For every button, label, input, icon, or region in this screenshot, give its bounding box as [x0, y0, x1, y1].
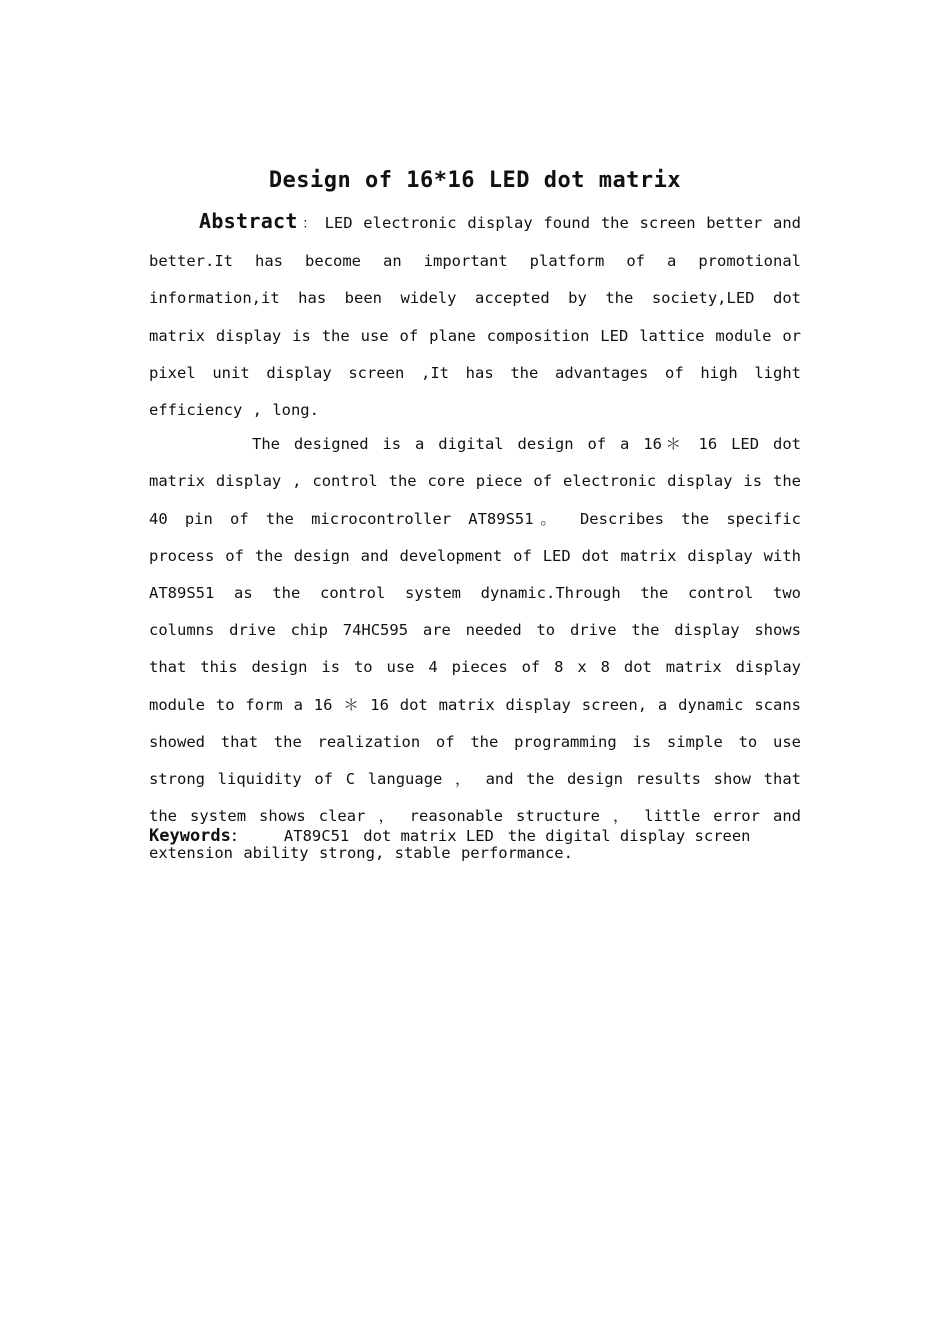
abstract-colon: ： [301, 216, 317, 232]
abstract-paragraph-1 [149, 203, 801, 429]
keyword-item: the digital display screen [507, 827, 751, 845]
abstract-paragraph-1-text: LED electronic display found the screen better and better.It has become an important platform of a promotional information,it has been widely accepted by the society,LED dot matrix display is the use of plane composition LED lattice module or pixel unit display screen ,It has the advantages of high light efficiency , long. [149, 214, 802, 420]
keyword-item: dot matrix LED [363, 827, 494, 845]
keyword-item: AT89C51 [283, 827, 350, 845]
keywords-colon: ： [230, 827, 246, 845]
keywords-label: Keywords [149, 826, 231, 846]
keywords-line [149, 824, 801, 848]
abstract-label: Abstract [199, 209, 298, 233]
abstract-paragraph-2: The designed is a digital design of a 16＊ 16 LED dot matrix display , control the core piece of electronic display is the 40 pin of the microcontroller AT89S51。 Describes the specific process of the design and development of LED dot matrix display with AT89S51 as the control system dynamic.Through the control two columns drive chip 74HC595 are needed to drive the display shows that this design is to use 4 pieces of 8 x 8 dot matrix display module to form a 16 ＊ 16 dot matrix display screen, a dynamic scans showed that the realization of the programming is simple to use strong liquidity of C language ， and the design results show that the system shows clear ， reasonable structure ， little error and extension ability strong, stable performance. [149, 435, 801, 863]
abstract-section [149, 203, 801, 873]
document-title: Design of 16*16 LED dot matrix [268, 168, 682, 193]
